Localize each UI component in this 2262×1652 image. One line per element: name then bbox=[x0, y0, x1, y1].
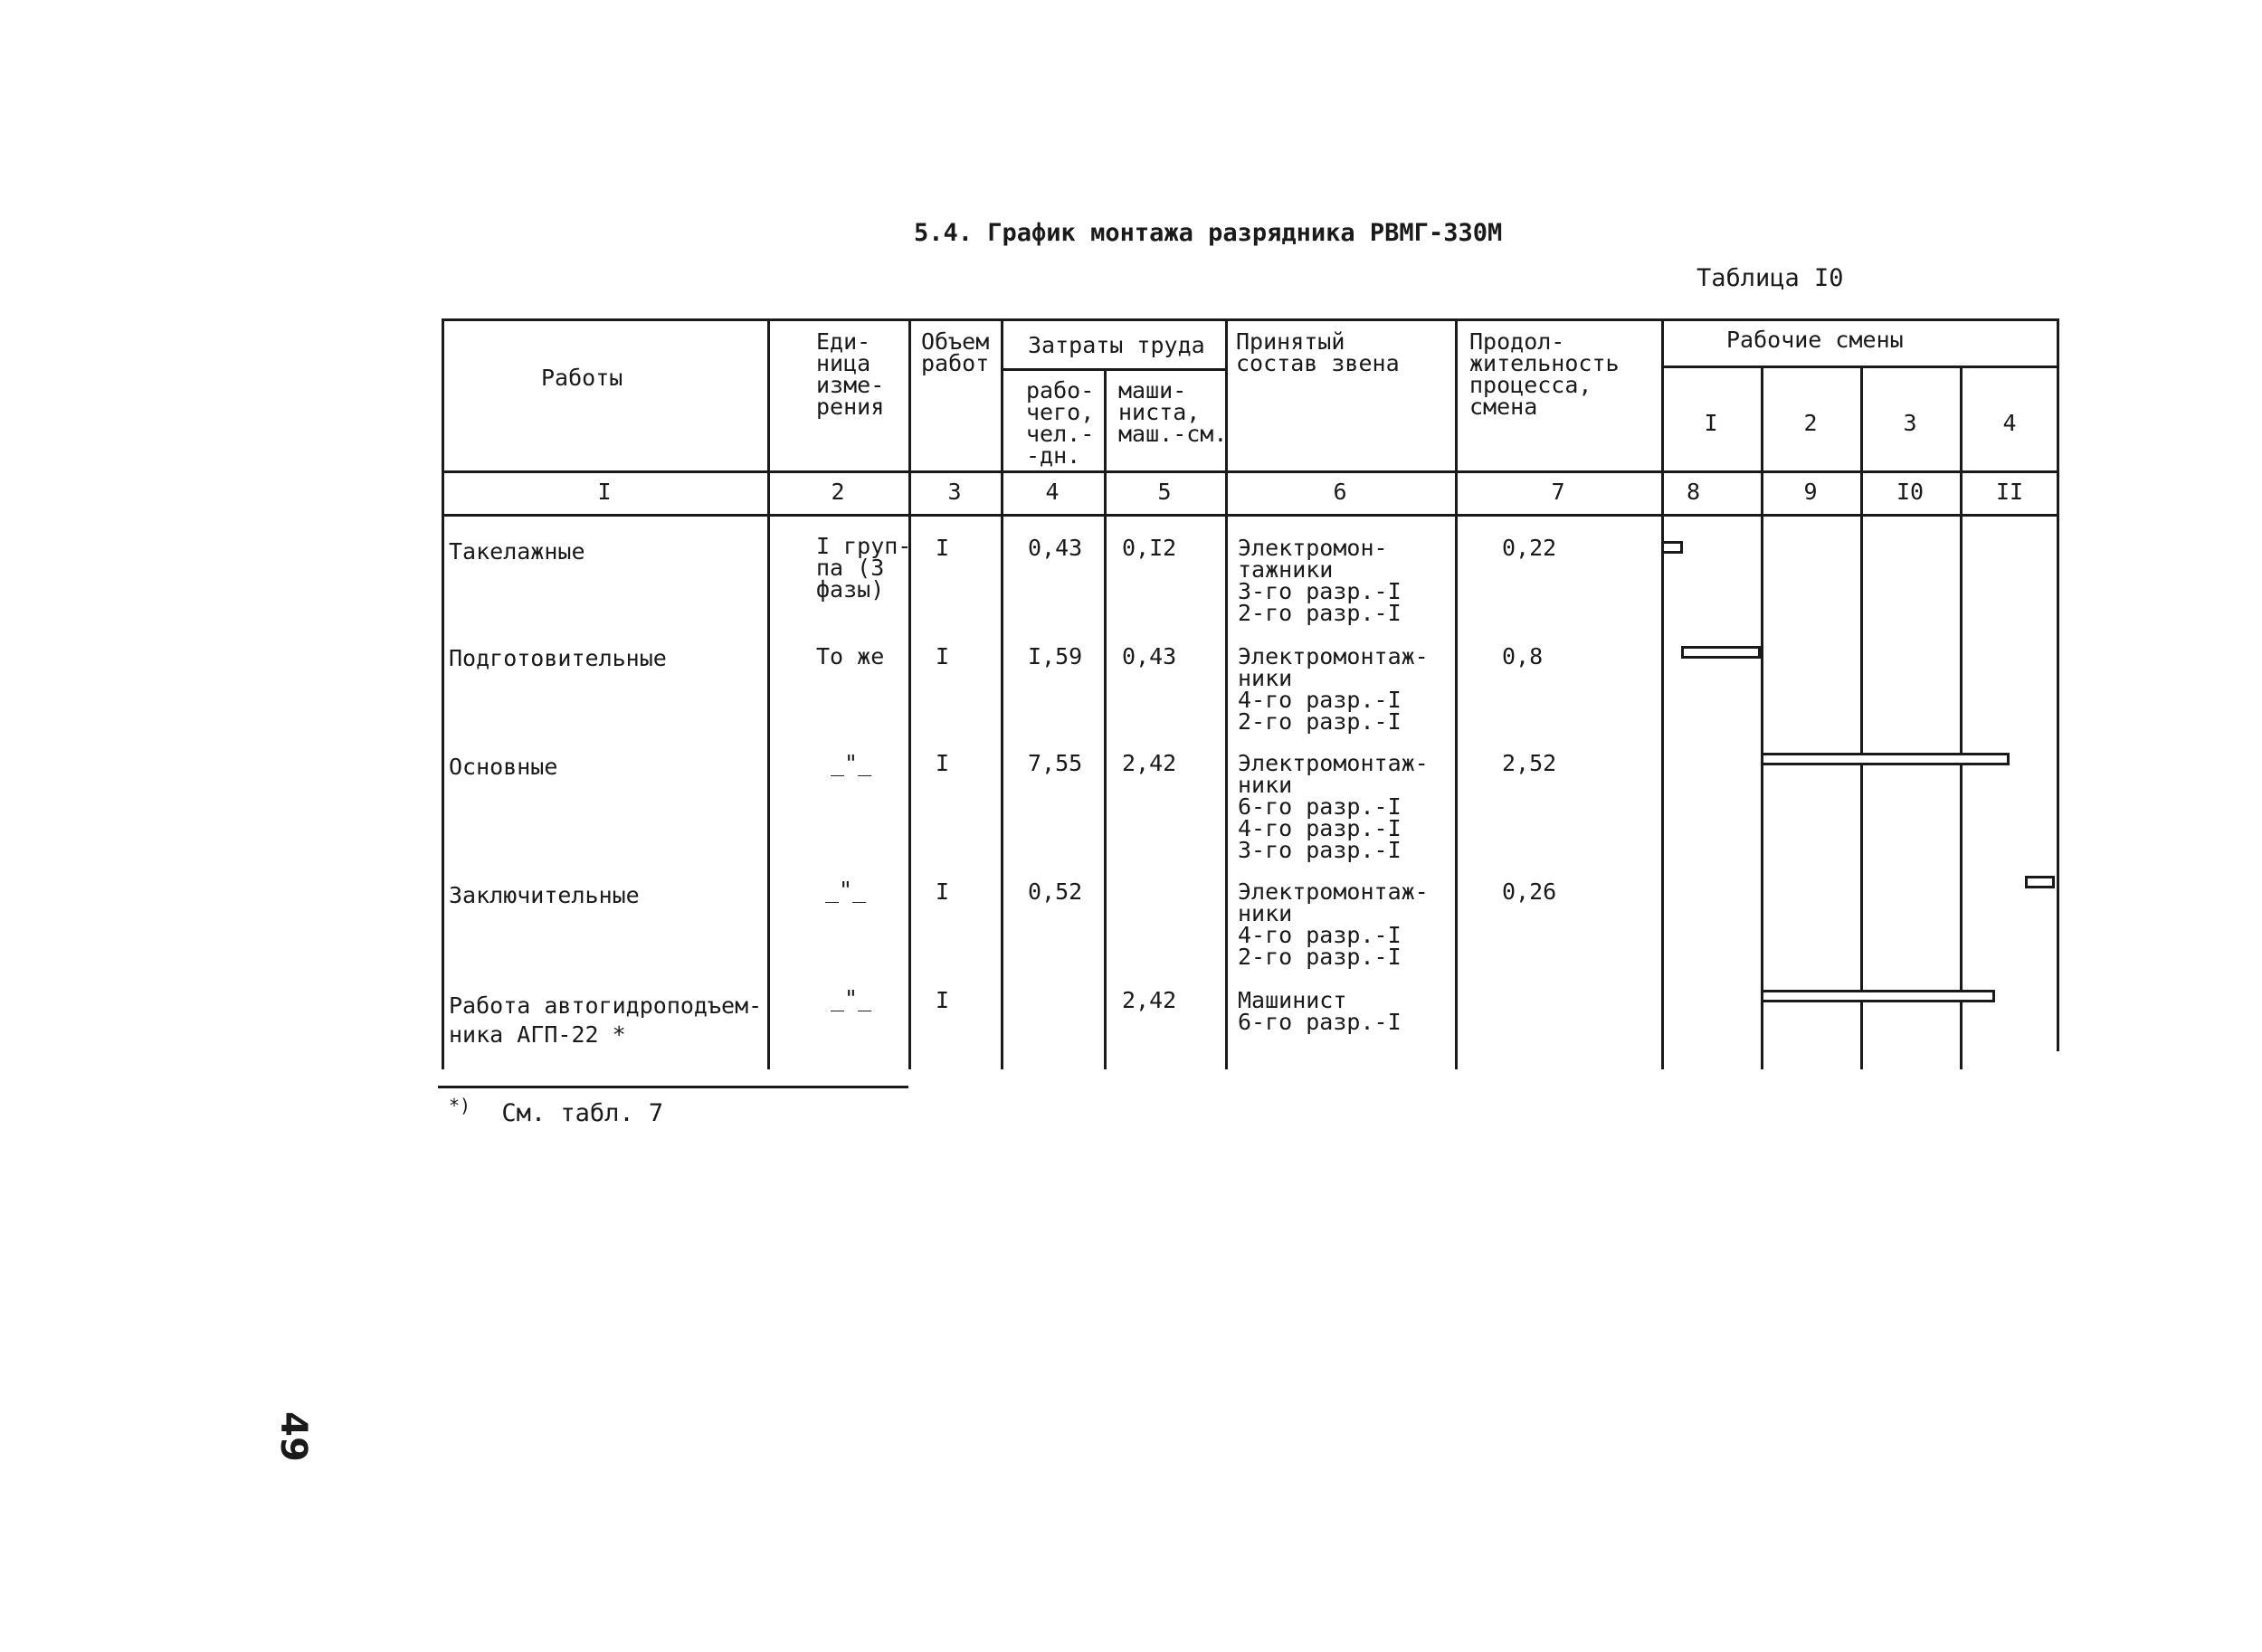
column-number: 6 bbox=[1333, 479, 1347, 505]
row-labor-worker: I,59 bbox=[1028, 643, 1083, 669]
row-crew: Электромонтаж- ники 4-го разр.-I 2-го разр.-I bbox=[1238, 643, 1429, 735]
labor-subheader-line bbox=[1001, 368, 1225, 371]
column-number: 9 bbox=[1803, 479, 1818, 505]
row-labor-worker: 0,43 bbox=[1028, 535, 1083, 561]
row-crew: Электромон- тажники 3-го разр.-I 2-го разр.-I bbox=[1238, 535, 1402, 626]
table-number-label: Таблица I0 bbox=[1696, 264, 1844, 292]
row-volume: I bbox=[936, 643, 950, 669]
row-labor-worker: 7,55 bbox=[1028, 750, 1083, 776]
header-shifts: Рабочие смены bbox=[1726, 327, 1904, 353]
table-border-top bbox=[442, 318, 2059, 321]
table-title: 5.4. График монтажа разрядника РВМГ-330М bbox=[914, 219, 1503, 247]
page-number: 49 bbox=[271, 1411, 314, 1462]
row-work: Такелажные bbox=[449, 538, 585, 565]
row-work: Подготовительные bbox=[449, 645, 667, 671]
header-crew: Принятый состав звена bbox=[1236, 328, 1400, 376]
shift-3-label: 3 bbox=[1903, 410, 1917, 436]
row-unit: _"_ bbox=[831, 750, 872, 776]
header-volume: Объем работ bbox=[921, 328, 990, 376]
row-labor-machinist: 0,43 bbox=[1122, 643, 1177, 669]
header-labor-worker: рабо- чего, чел.- -дн. bbox=[1026, 377, 1095, 469]
row-unit: _"_ bbox=[825, 877, 867, 903]
header-labor-costs: Затраты труда bbox=[1028, 332, 1205, 358]
col-divider bbox=[1104, 368, 1107, 1069]
header-works: Работы bbox=[541, 365, 623, 391]
row-unit: _"_ bbox=[831, 985, 872, 1011]
row-crew: Электромонтаж- ники 6-го разр.-I 4-го разр.-I 3-го разр.-I bbox=[1238, 750, 1429, 863]
row-labor-machinist: 2,42 bbox=[1122, 750, 1177, 776]
shifts-subheader-line bbox=[1661, 366, 2059, 368]
column-number: 3 bbox=[947, 479, 962, 505]
gantt-bar bbox=[1681, 646, 1761, 659]
row-labor-machinist: 2,42 bbox=[1122, 987, 1177, 1013]
row-crew: Машинист 6-го разр.-I bbox=[1238, 987, 1402, 1035]
work-schedule-table bbox=[442, 318, 2059, 1069]
footnote-separator bbox=[438, 1086, 908, 1088]
row-volume: I bbox=[936, 535, 950, 561]
row-volume: I bbox=[936, 987, 950, 1013]
row-unit: То же bbox=[816, 643, 885, 669]
column-numbers-bottom-line bbox=[442, 514, 2059, 517]
column-number: 8 bbox=[1687, 479, 1701, 505]
col-divider bbox=[908, 318, 911, 1069]
col-divider bbox=[767, 318, 770, 1069]
row-labor-machinist: 0,I2 bbox=[1122, 535, 1177, 561]
table-border-left bbox=[442, 318, 444, 1069]
column-number: I bbox=[597, 479, 612, 505]
row-labor-worker: 0,52 bbox=[1028, 878, 1083, 905]
shift-1-label: I bbox=[1704, 410, 1718, 436]
column-number: 5 bbox=[1157, 479, 1172, 505]
footnote-text: См. табл. 7 bbox=[501, 1099, 664, 1127]
row-work: Основные bbox=[449, 754, 558, 780]
col-divider bbox=[1001, 318, 1003, 1069]
shift-2-label: 2 bbox=[1803, 410, 1818, 436]
column-number: 2 bbox=[831, 479, 845, 505]
row-work: Работа автогидроподъем- ника АГП-22 * bbox=[449, 992, 763, 1048]
row-duration: 0,22 bbox=[1502, 535, 1557, 561]
row-duration: 2,52 bbox=[1502, 750, 1557, 776]
column-number: 4 bbox=[1045, 479, 1060, 505]
row-unit: I груп- па (3 фазы) bbox=[816, 533, 912, 603]
column-number: I0 bbox=[1896, 479, 1925, 505]
row-duration: 0,26 bbox=[1502, 878, 1557, 905]
row-work: Заключительные bbox=[449, 882, 640, 908]
header-labor-machinist: маши- ниста, маш.-см. bbox=[1118, 377, 1228, 447]
footnote-mark: *) bbox=[449, 1095, 471, 1116]
gantt-bar bbox=[1761, 753, 2010, 765]
gantt-bar bbox=[2025, 876, 2055, 888]
row-duration: 0,8 bbox=[1502, 643, 1544, 669]
column-number: II bbox=[1995, 479, 2024, 505]
column-number: 7 bbox=[1551, 479, 1565, 505]
gantt-bar bbox=[1761, 990, 1995, 1002]
header-unit: Еди- ница изме- рения bbox=[816, 328, 885, 420]
row-volume: I bbox=[936, 878, 950, 905]
shift-4-label: 4 bbox=[2002, 410, 2017, 436]
header-bottom-line bbox=[442, 470, 2059, 473]
row-volume: I bbox=[936, 750, 950, 776]
col-divider bbox=[1455, 318, 1458, 1069]
footnote bbox=[449, 1095, 663, 1127]
header-duration: Продол- жительность процесса, смена bbox=[1469, 328, 1620, 420]
gantt-bar bbox=[1661, 541, 1683, 554]
row-crew: Электромонтаж- ники 4-го разр.-I 2-го разр.-I bbox=[1238, 878, 1429, 970]
